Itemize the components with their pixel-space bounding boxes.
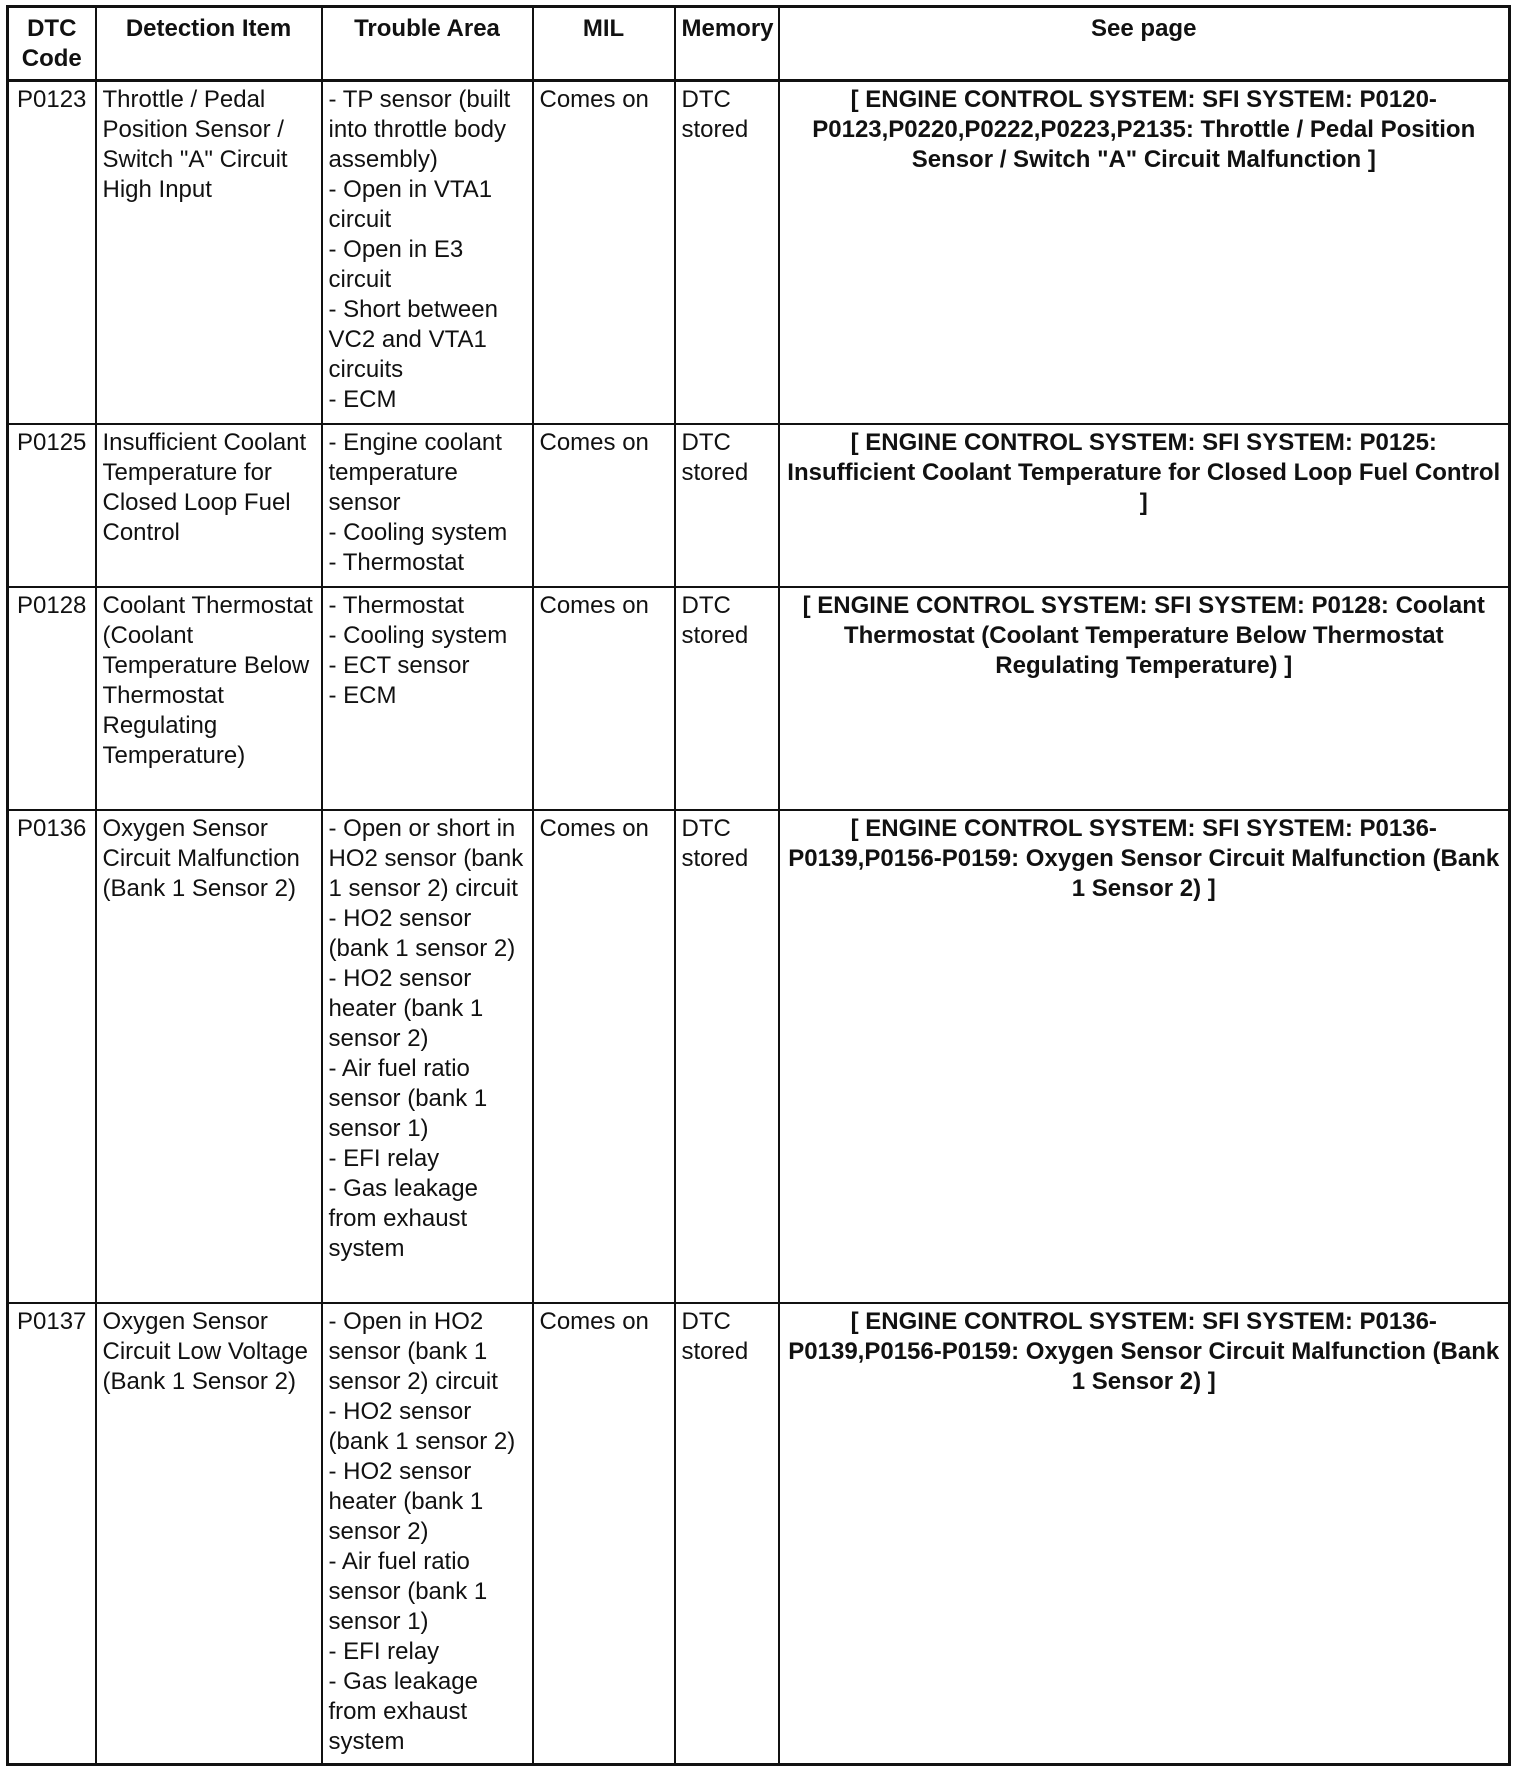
table-row xyxy=(8,424,1510,587)
trouble-area-item: - ECM xyxy=(328,386,397,413)
trouble-area-cell xyxy=(322,81,533,424)
trouble-area-item: - Short between VC2 and VTA1 circuits xyxy=(328,296,498,383)
trouble-area-item: - Open in HO2 sensor (bank 1 sensor 2) circuit xyxy=(328,1307,498,1395)
dtc-table xyxy=(6,5,1511,1766)
dtc-code-cell: P0125 xyxy=(8,424,96,587)
mil-cell: Comes on xyxy=(533,424,675,587)
trouble-area-item: - Thermostat xyxy=(328,591,465,619)
memory-cell: DTC stored xyxy=(675,810,779,1303)
detection-item-cell: Throttle / Pedal Position Sensor / Switch "A" Circuit High Input xyxy=(96,81,322,424)
trouble-area-item: - Cooling system xyxy=(328,621,508,649)
table-body xyxy=(8,81,1510,1765)
trouble-area-item: - HO2 sensor (bank 1 sensor 2) xyxy=(328,904,516,962)
table-header xyxy=(8,7,1510,81)
trouble-area-item: - Gas leakage from exhaust system xyxy=(328,1174,478,1262)
see-page-link[interactable]: [ ENGINE CONTROL SYSTEM: SFI SYSTEM: P0136-P0139,P0156-P0159: Oxygen Sensor Circuit Malfunction (Bank 1 Sensor 2) ] xyxy=(779,1303,1510,1765)
trouble-area-item: - Gas leakage from exhaust system xyxy=(328,1667,478,1755)
see-page-link[interactable]: [ ENGINE CONTROL SYSTEM: SFI SYSTEM: P0125: Insufficient Coolant Temperature for Closed Loop Fuel Control ] xyxy=(779,424,1510,587)
trouble-area-item: - Cooling system xyxy=(328,518,508,546)
table-row xyxy=(8,810,1510,1303)
trouble-area-item: - HO2 sensor heater (bank 1 sensor 2) xyxy=(328,964,484,1052)
header-mil: MIL xyxy=(533,7,675,81)
trouble-area-item: - Air fuel ratio sensor (bank 1 sensor 1) xyxy=(328,1547,488,1635)
header-see-page: See page xyxy=(779,7,1510,81)
header-dtc-code: DTC Code xyxy=(8,7,96,81)
table-row xyxy=(8,587,1510,810)
header-detection-item: Detection Item xyxy=(96,7,322,81)
memory-cell: DTC stored xyxy=(675,424,779,587)
table-row xyxy=(8,81,1510,424)
mil-cell: Comes on xyxy=(533,810,675,1303)
trouble-area-item: - Open or short in HO2 sensor (bank 1 sensor 2) circuit xyxy=(328,814,524,902)
see-page-link[interactable]: [ ENGINE CONTROL SYSTEM: SFI SYSTEM: P0128: Coolant Thermostat (Coolant Temperature Below Thermostat Regulating Temperature) ] xyxy=(779,587,1510,810)
header-trouble-area: Trouble Area xyxy=(322,7,533,81)
trouble-area-item: - HO2 sensor heater (bank 1 sensor 2) xyxy=(328,1457,484,1545)
dtc-code-cell: P0128 xyxy=(8,587,96,810)
detection-item-cell: Coolant Thermostat (Coolant Temperature Below Thermostat Regulating Temperature) xyxy=(96,587,322,810)
detection-item-cell: Oxygen Sensor Circuit Malfunction (Bank 1 Sensor 2) xyxy=(96,810,322,1303)
memory-cell: DTC stored xyxy=(675,81,779,424)
header-memory: Memory xyxy=(675,7,779,81)
trouble-area-cell xyxy=(322,810,533,1303)
dtc-code-cell: P0123 xyxy=(8,81,96,424)
see-page-link[interactable]: [ ENGINE CONTROL SYSTEM: SFI SYSTEM: P0120-P0123,P0220,P0222,P0223,P2135: Throttle / Pedal Position Sensor / Switch "A" Circuit Malfunction ] xyxy=(779,81,1510,424)
trouble-area-cell xyxy=(322,424,533,587)
trouble-area-item: - ECM xyxy=(328,681,397,709)
trouble-area-cell xyxy=(322,587,533,810)
see-page-link[interactable]: [ ENGINE CONTROL SYSTEM: SFI SYSTEM: P0136-P0139,P0156-P0159: Oxygen Sensor Circuit Malfunction (Bank 1 Sensor 2) ] xyxy=(779,810,1510,1303)
detection-item-cell: Oxygen Sensor Circuit Low Voltage (Bank 1 Sensor 2) xyxy=(96,1303,322,1765)
memory-cell: DTC stored xyxy=(675,587,779,810)
trouble-area-item: - Open in VTA1 circuit xyxy=(328,176,493,233)
trouble-area-item: - ECT sensor xyxy=(328,651,470,679)
mil-cell: Comes on xyxy=(533,1303,675,1765)
detection-item-cell: Insufficient Coolant Temperature for Closed Loop Fuel Control xyxy=(96,424,322,587)
mil-cell: Comes on xyxy=(533,587,675,810)
memory-cell: DTC stored xyxy=(675,1303,779,1765)
trouble-area-item: - Engine coolant temperature sensor xyxy=(328,428,502,516)
trouble-area-item: - TP sensor (built into throttle body assembly) xyxy=(328,86,511,173)
dtc-code-cell: P0137 xyxy=(8,1303,96,1765)
trouble-area-item: - Air fuel ratio sensor (bank 1 sensor 1) xyxy=(328,1054,488,1142)
header-row xyxy=(8,7,1510,81)
trouble-area-item: - HO2 sensor (bank 1 sensor 2) xyxy=(328,1397,516,1455)
trouble-area-cell xyxy=(322,1303,533,1765)
trouble-area-item: - EFI relay xyxy=(328,1637,440,1665)
mil-cell: Comes on xyxy=(533,81,675,424)
trouble-area-item: - Open in E3 circuit xyxy=(328,236,464,293)
dtc-code-cell: P0136 xyxy=(8,810,96,1303)
trouble-area-item: - Thermostat xyxy=(328,548,465,576)
trouble-area-item: - EFI relay xyxy=(328,1144,440,1172)
table-row xyxy=(8,1303,1510,1765)
